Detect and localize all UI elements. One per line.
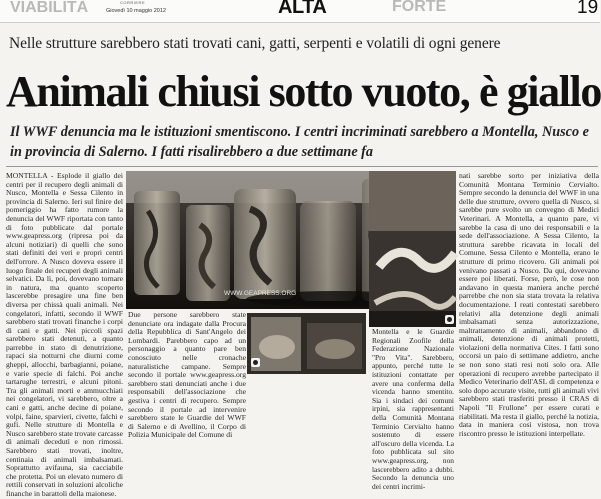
kicker: Nelle strutture sarebbero stati trovati cani, gatti, serpenti e volatili di ogni genere <box>9 35 501 52</box>
article-column: nati sarebbe sorto per iniziativa della Comunità Montana Terminio Cervialto. Sempre secondo la denuncia del WWF in una delle due strutture, ovvero quella di Nusco, si sarebbe pure svolto un convegno di Medici Veterinari. A Montella, a quanto pare, vi sarebbe la casa di uno dei responsabili e la sede dell'associazione. A Sessa Cilento, la struttura sarebbe ricavata in locali del Comune. Sessa Cilento e Montella, erano le strutture di primo ricovero. Gli animali poi venivano passati a Nusco. Da qui, dovevano essere poi liberati. Forse, però, le cose non andavano in questa maniera anche perché parrebbe che non sia stata trovata la relativa documentazione. I reati contestati sarebbero relativi alla detenzione degli animali imbalsamati senza autorizzazione, maltrattamento di animali, abbandono di animali, detenzione di animali protetti, violazioni della normativa Cites. I fatti sono occorsi un paio di settimane addietro, anche se non sono stati resi noti solo ora. Alle operazioni di recupero avrebbe partecipato il Medico Veterinario dell'ASL di competenza e solo dopo accurate visite, tutti gli animali vivi sarebbero stati trasferiti presso il CRAS di Napoli "Il Frullone" per essere curati e riabilitati. Ma resta il giallo, perché la notizia, data in maniera così vistosa, non trova riscontro presso le istituzioni interpellate. <box>459 171 599 438</box>
article-photo <box>369 171 456 327</box>
photo-snake-illustration <box>369 171 456 327</box>
bleed-through-text: FORTE <box>392 0 447 15</box>
article-photo <box>247 313 366 374</box>
headline: Animali chiusi sotto vuoto, è giallo <box>6 67 601 116</box>
dateline: Giovedì 10 maggio 2012 <box>106 8 166 14</box>
divider <box>6 166 598 167</box>
article-column: MONTELLA - Esplode il giallo dei centri per il recupero degli animali di Nusco, Montella e Sessa Cilento in provincia di Salerno. Ieri sul finire del pomeriggio ha fatto rumore la denuncia del WWF riportata con tanto di foto pubblicate dal portale www.geapress.org (ripresa poi da alcuni notiziari) di quelli che sono stati definiti dei veri e propri centri dell'orrore. A Nusco doveva essere il luogo finale dei recuperi degli animali selvatici. Da lì, poi, dovevano tornare in natura, ma quanto scoperto lascerebbe presagire una fine ben diversa per chissà quali animali. Nei congelatori, infatti, secondo il WWF sarebbero stati trovati finanche i corpi di cani e gatti. Nei piccoli spazi sarebbero stati detenuti, a quanto parrebbe in stato di denutrizione, rapaci sia notturni che diurni come gheppi, allocchi, barbagianni, poiane, e varie specie di falchi. Poi anche tartarughe terrestri, e alcuni pitoni. Tra gli animali morti e ammucchiati nei congelatori, vi sarebbero, oltre a cani e gatti, anche decine di poiane, volpi, faine, sparvieri, civette, falchi e gufi. Nelle strutture di Montella e Nusco sarebbero state trovate carcasse di animali decedutì e non rimossi. Sarebbero stati trovati, inoltre, centinaia di animali imbalsamati. Soprattutto avifauna, sia cacciabile che protetta. Poi un elevato numero di rettili conservati in soluzioni alcoliche finanche in barattoli della maionese. <box>6 171 123 498</box>
photo-fridge-illustration <box>247 313 366 374</box>
photo-credit: WWW.GEAPRESS.ORG <box>224 290 297 297</box>
photo-caption: Montella e le Guardie Regionali Zoofile della Federazione Nazionale "Pro Vita". Sarebbero, appunto, perché tutte le istituzioni contattate per avere una conferma della vicenda hanno smentito. Sia i sindaci dei comuni irpini, sia rappresentanti della Comunità Montana Terminio Cervialto hanno sostenuto di essere all'oscuro della vicenda. La foto pubblicata sul sito www.geapress.org, non lascerebbero adito a dubbi. Secondo la denuncia uno dei centri incrimi- <box>372 327 454 491</box>
article-column: Due persone sarebbero state denunciate ora indagate dalla Procura della Repubblica di Sant'Angelo dei Lombardi. Parebbero capo ad un personaggio a quanto pare ben conosciuto nelle cronache naturalistiche campane. Sempre secondo il portale www.geapress.org sarebbero stati denunciati anche i due responsabili dell'associazione che gestiva i centri di recupero. Sempre secondo il portale ad intervenire sarebbero state le Guardie del WWF di Salerno e di Avellino, il Corpo di Polizia Municipale del Comune di <box>128 310 246 440</box>
masthead: CORRIERE <box>120 0 146 5</box>
deck: Il WWF denuncia ma le istituzioni smentiscono. I centri incriminati sarebbero a Montella, Nusco e in provincia di Salerno. I fatti risalirebbero a due settimane fa <box>10 124 589 160</box>
wwf-logo-icon <box>445 315 454 324</box>
bleed-through-text: VIABILITÀ <box>10 0 89 16</box>
section-title: ALTA <box>278 0 327 18</box>
wwf-logo-icon <box>251 358 260 367</box>
page-number: 19 <box>577 0 599 18</box>
